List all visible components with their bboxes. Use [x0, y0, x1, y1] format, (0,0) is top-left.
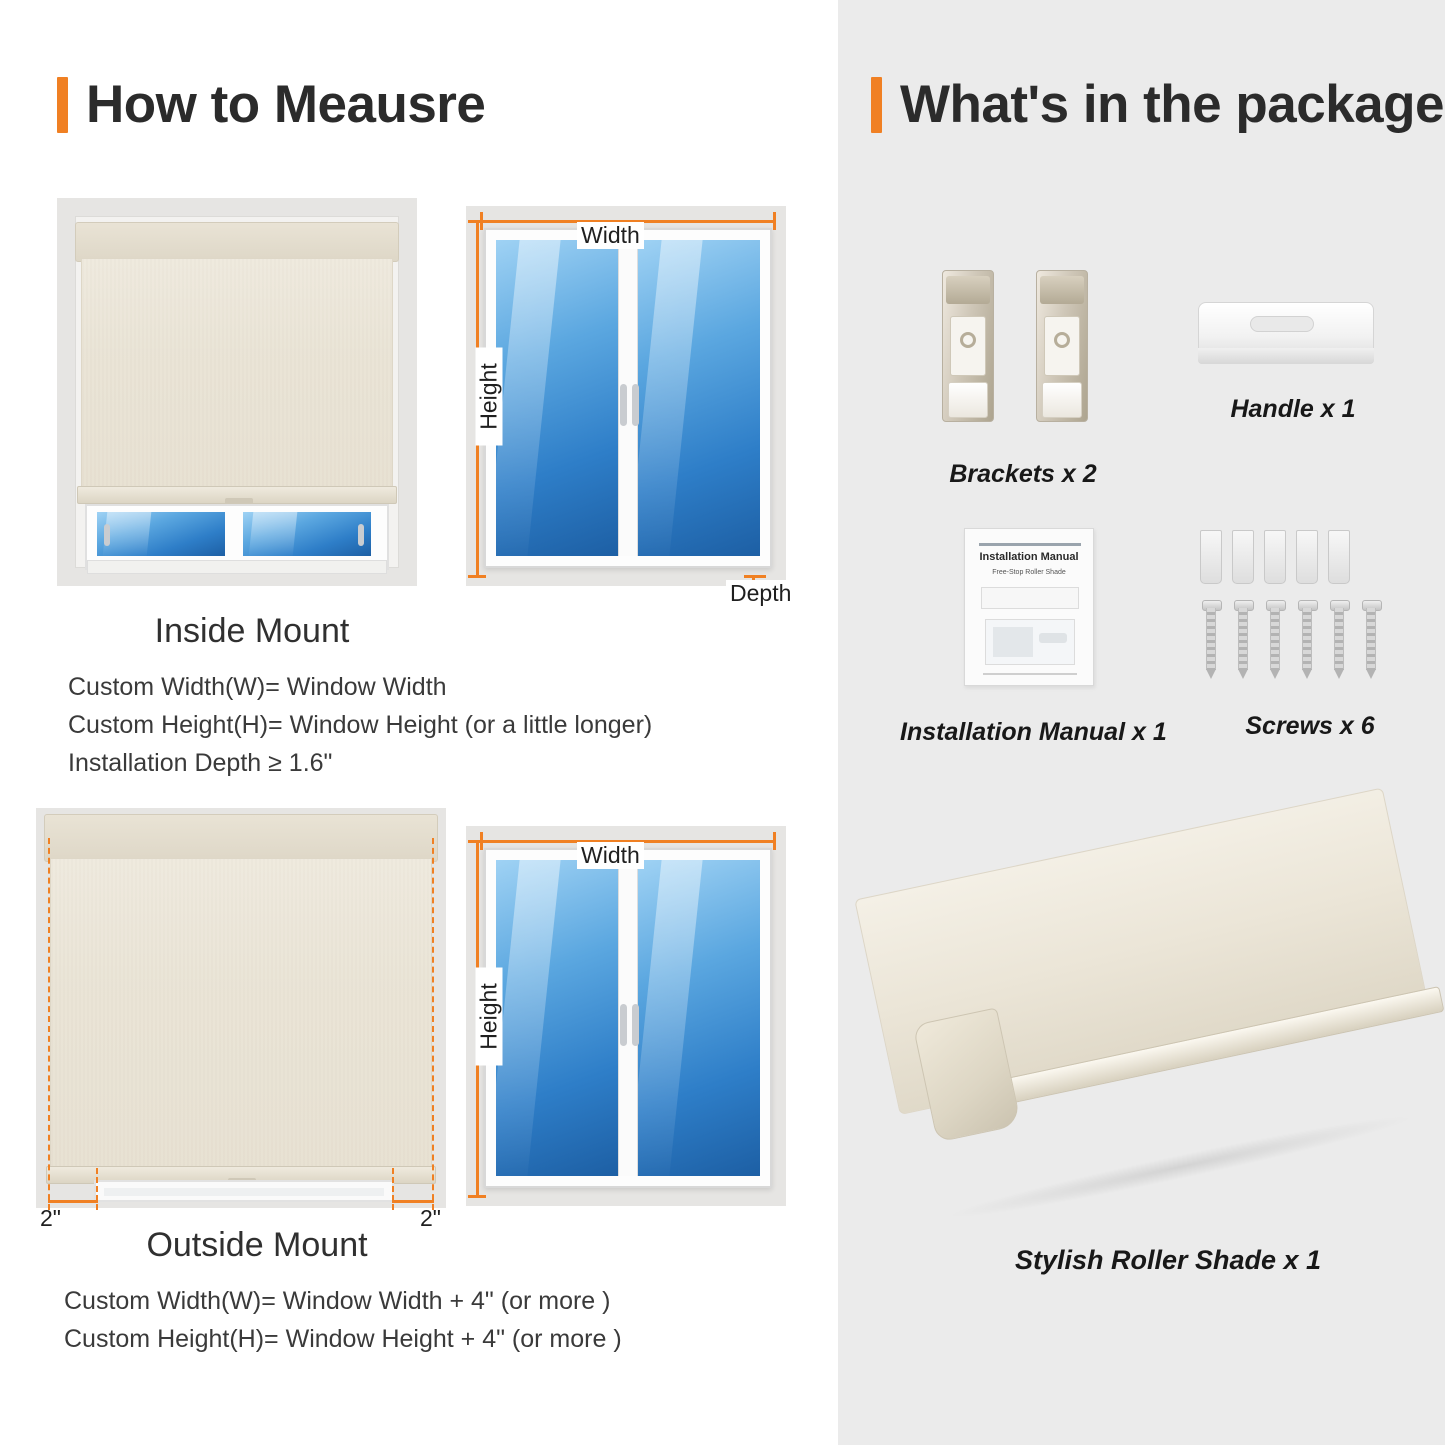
left-heading-text: How to Meausre: [86, 75, 486, 134]
window-glass-left: [97, 512, 225, 556]
inside-spec-3: Installation Depth ≥ 1.6": [68, 749, 333, 777]
right-heading-text: What's in the package: [900, 75, 1445, 134]
installation-manual-graphic: [964, 528, 1094, 686]
right-heading: [871, 74, 1444, 135]
overhang-label-right: 2": [420, 1205, 441, 1231]
brackets-graphic: [936, 270, 1106, 435]
window-glass-right: [243, 512, 371, 556]
outside-spec-2: Custom Height(H)= Window Height + 4" (or more ): [64, 1325, 622, 1353]
overhang-label-left: 2": [40, 1205, 61, 1231]
window-glass-left: [496, 240, 618, 556]
shade-valance: [44, 814, 438, 862]
window-handle-left: [620, 384, 627, 426]
overhang-guide-left: [48, 838, 50, 1210]
width-label: Width: [577, 842, 644, 869]
roller-shade-graphic: [880, 855, 1445, 1255]
left-heading: [57, 74, 485, 135]
inside-mount-title: Inside Mount: [154, 612, 350, 650]
handle-label: Handle x 1: [1230, 395, 1356, 423]
window-glass-right: [638, 860, 760, 1176]
screws-label: Screws x 6: [1245, 712, 1375, 740]
height-label: Height: [476, 348, 503, 446]
inside-spec-1: Custom Width(W)= Window Width: [68, 673, 447, 701]
manual-cover-title: Installation Manual: [979, 551, 1079, 563]
right-panel-package-contents: [838, 0, 1445, 1445]
width-label: Width: [577, 222, 644, 249]
window-handle-right: [632, 384, 639, 426]
outside-mount-title: Outside Mount: [146, 1226, 368, 1264]
inside-spec-2: Custom Height(H)= Window Height (or a little longer): [68, 711, 653, 739]
roller-shade-label: Stylish Roller Shade x 1: [1014, 1245, 1322, 1275]
screws-graphic: [1200, 522, 1400, 692]
accent-bar: [57, 77, 68, 133]
inside-mount-specs: [68, 668, 652, 782]
window-handle-left: [104, 524, 110, 546]
window-handle-right: [358, 524, 364, 546]
accent-bar: [871, 77, 882, 133]
manual-cover-subtitle: Free-Stop Roller Shade: [992, 569, 1066, 576]
overhang-guide-right: [432, 838, 434, 1210]
brackets-label: Brackets x 2: [949, 460, 1097, 488]
window-glass-right: [638, 240, 760, 556]
window-glass-left: [496, 860, 618, 1176]
inside-mount-shade-illustration: [57, 198, 417, 586]
height-label: Height: [476, 968, 503, 1066]
inside-mount-dimension-diagram: [452, 198, 800, 606]
outside-mount-shade-illustration: [36, 808, 446, 1208]
installation-manual-label: Installation Manual x 1: [900, 718, 1167, 746]
depth-label: Depth: [726, 580, 795, 607]
shade-fabric: [50, 858, 432, 1170]
handle-graphic: [1198, 302, 1378, 382]
outside-mount-specs: [64, 1282, 622, 1358]
shade-fabric: [81, 258, 393, 488]
window-handle-left: [620, 1004, 627, 1046]
shade-valance: [75, 222, 399, 262]
outside-spec-1: Custom Width(W)= Window Width + 4" (or more ): [64, 1287, 611, 1315]
window-handle-right: [632, 1004, 639, 1046]
outside-mount-dimension-diagram: [452, 818, 800, 1218]
